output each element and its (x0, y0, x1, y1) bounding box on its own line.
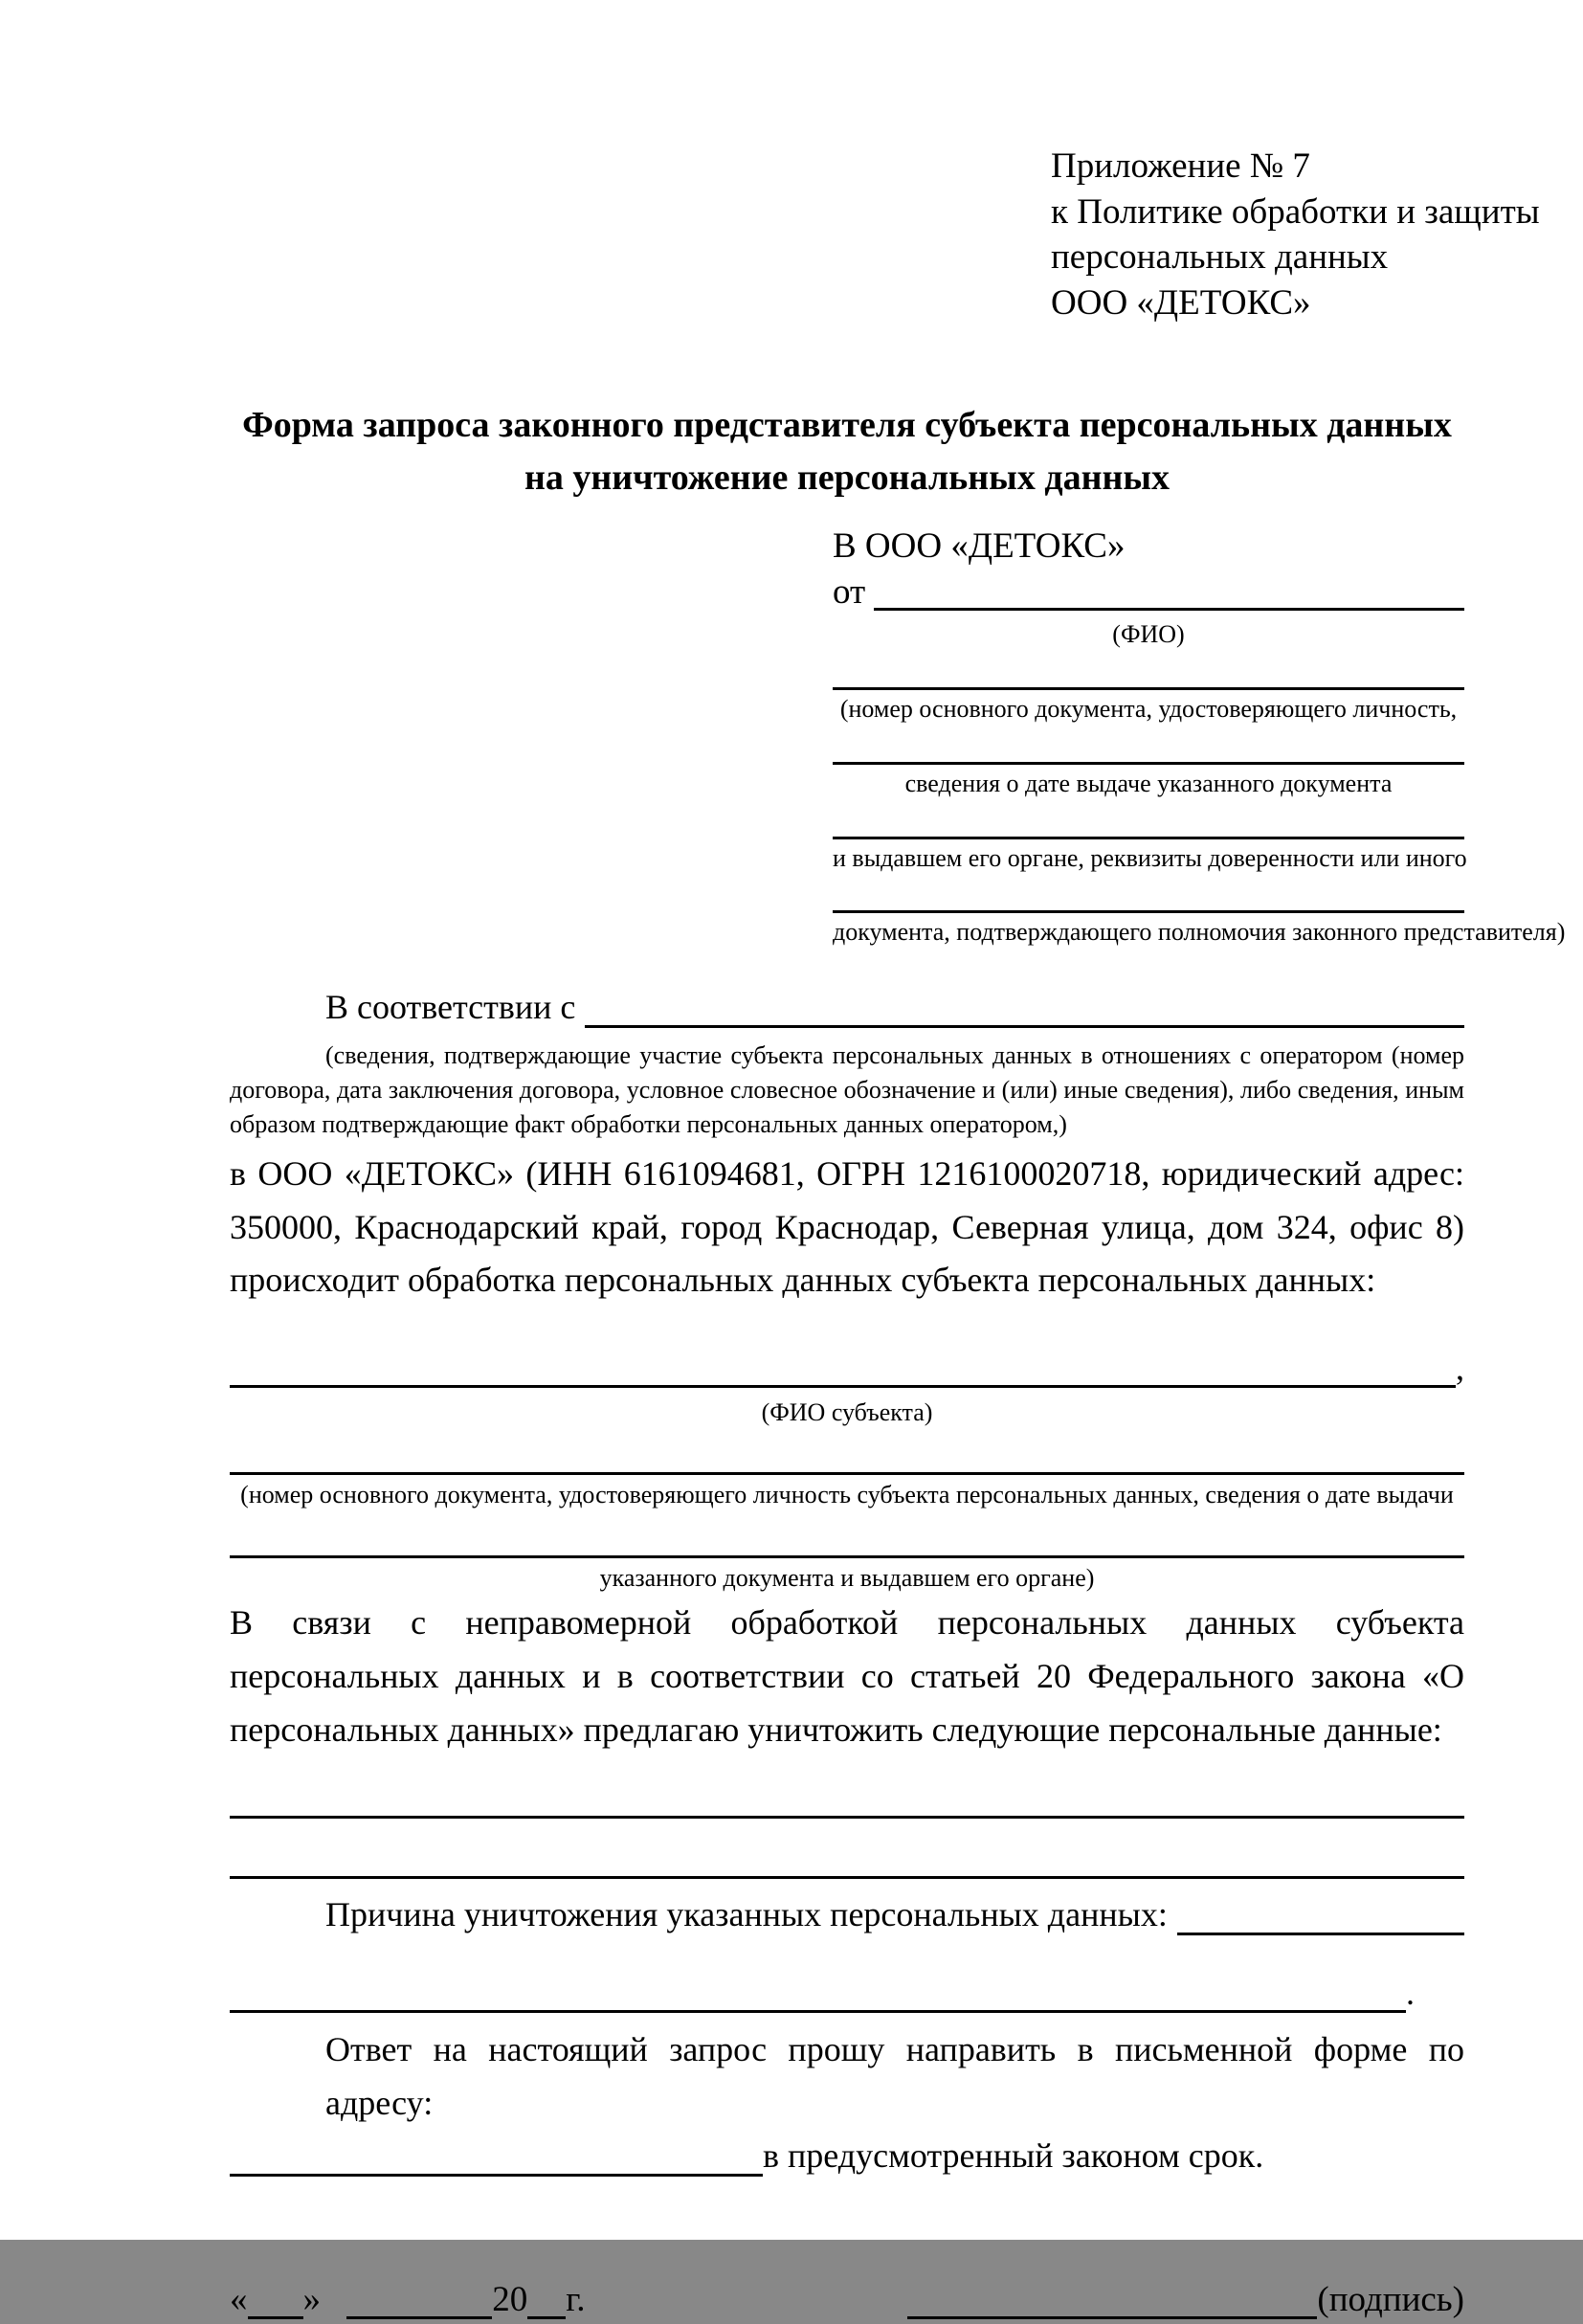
date-signature-row (230, 2277, 1464, 2323)
year-blank-line[interactable] (527, 2315, 566, 2319)
signature-caption: (подпись) (1317, 2280, 1464, 2320)
representative-doc-blank-line-4[interactable] (833, 889, 1464, 913)
data-to-destroy-blank-line-1[interactable] (230, 1797, 1464, 1819)
demand-paragraph: В связи с неправомерной обработкой персональных данных субъекта персональных данных и в соответствии со статьей 20 Федерального закона «О персональных данных» предлагаю уничтожить следующие персональные данные: (230, 1603, 1464, 1749)
month-blank-line[interactable] (346, 2315, 492, 2319)
reason-lead: Причина уничтожения указанных персональных данных: (325, 1895, 1168, 1934)
annex-policy-line2: персональных данных (1051, 237, 1389, 278)
representative-doc-blank-line-1[interactable] (833, 666, 1464, 690)
data-to-destroy-blank-line-2[interactable] (230, 1857, 1464, 1879)
operator-paragraph: в ООО «ДЕТОКС» (ИНН 6161094681, ОГРН 1216100020718, юридический адрес: 350000, Краснодарский край, город Краснодар, Северная улица, дом 324, офис 8) происходит обработка персональных данных субъекта персональных данных: (230, 1153, 1464, 1300)
subject-fio-caption: (ФИО субъекта) (761, 1397, 933, 1426)
addressee-block (833, 524, 1566, 949)
from-label: от (833, 572, 875, 613)
according-caption: (сведения, подтверждающие участие субъекта персональных данных в отношениях с оператором (номер договора, дата заключения договора, условное словесное обозначение и (или) иные сведения), либо сведения, иным образом подтверждающие факт обработки персональных данных оператором,) (230, 1041, 1464, 1138)
day-quote-open: « (230, 2280, 248, 2320)
page-title (230, 399, 1464, 504)
representative-doc-blank-line-3[interactable] (833, 816, 1464, 839)
annex-company: ООО «ДЕТОКС» (1051, 283, 1311, 324)
answer-tail: в предусмотренный законом срок. (763, 2136, 1264, 2176)
reason-blank-line-2[interactable] (230, 2009, 1406, 2013)
representative-doc-blank-line-2[interactable] (833, 741, 1464, 765)
year-suffix: г. (566, 2280, 586, 2320)
annex-number: Приложение № 7 (1051, 146, 1310, 186)
answer-paragraph: Ответ на настоящий запрос прошу направить в письменной форме по адресу: (325, 2029, 1464, 2122)
according-lead: В соответствии с (325, 988, 576, 1027)
doc-caption-4: документа, подтверждающего полномочия законного представителя) (833, 918, 1566, 947)
subject-doc-blank-line-2[interactable] (230, 1536, 1464, 1558)
subject-doc-caption-2: указанного документа и выдавшем его органе) (599, 1564, 1095, 1593)
signature-blank-line[interactable] (907, 2315, 1317, 2319)
day-blank-line[interactable] (248, 2315, 303, 2319)
answer-address-row (230, 2130, 1464, 2181)
year-prefix: 20 (492, 2280, 528, 2320)
representative-fio-blank-line[interactable] (874, 607, 1464, 611)
reason-continue-row (230, 1969, 1464, 2017)
page-title-line2: на уничтожение персональных данных (524, 457, 1171, 498)
day-quote-close: » (302, 2280, 330, 2320)
reason-period: . (1406, 1974, 1415, 2013)
addressee-to: В ООО «ДЕТОКС» (833, 526, 1126, 567)
page-title-line1: Форма запроса законного представителя субъекта персональных данных (242, 404, 1452, 445)
subject-fio-row (230, 1344, 1464, 1392)
answer-address-blank-line[interactable] (230, 2173, 763, 2177)
doc-caption-2: сведения о дате выдаче указанного документа (904, 769, 1393, 797)
fio-caption: (ФИО) (1112, 620, 1185, 649)
doc-caption-3: и выдавшем его органе, реквизиты доверенности или иного (833, 843, 1467, 872)
subject-doc-caption-1: (номер основного документа, удостоверяющего личность субъекта персональных данных, сведения о дате выдачи (240, 1481, 1454, 1509)
subject-fio-blank-line[interactable] (230, 1384, 1456, 1388)
according-blank-line[interactable] (585, 1024, 1464, 1028)
reason-blank-line[interactable] (1177, 1932, 1464, 1935)
from-row (833, 570, 1464, 615)
annex-header (1051, 144, 1540, 326)
according-row (230, 981, 1464, 1033)
subject-fio-comma: , (1456, 1349, 1464, 1388)
reason-row (230, 1888, 1464, 1940)
subject-doc-blank-line-1[interactable] (230, 1453, 1464, 1475)
doc-caption-1: (номер основного документа, удостоверяющего личность, (839, 695, 1458, 724)
annex-policy-line: к Политике обработки и защиты (1051, 191, 1540, 232)
